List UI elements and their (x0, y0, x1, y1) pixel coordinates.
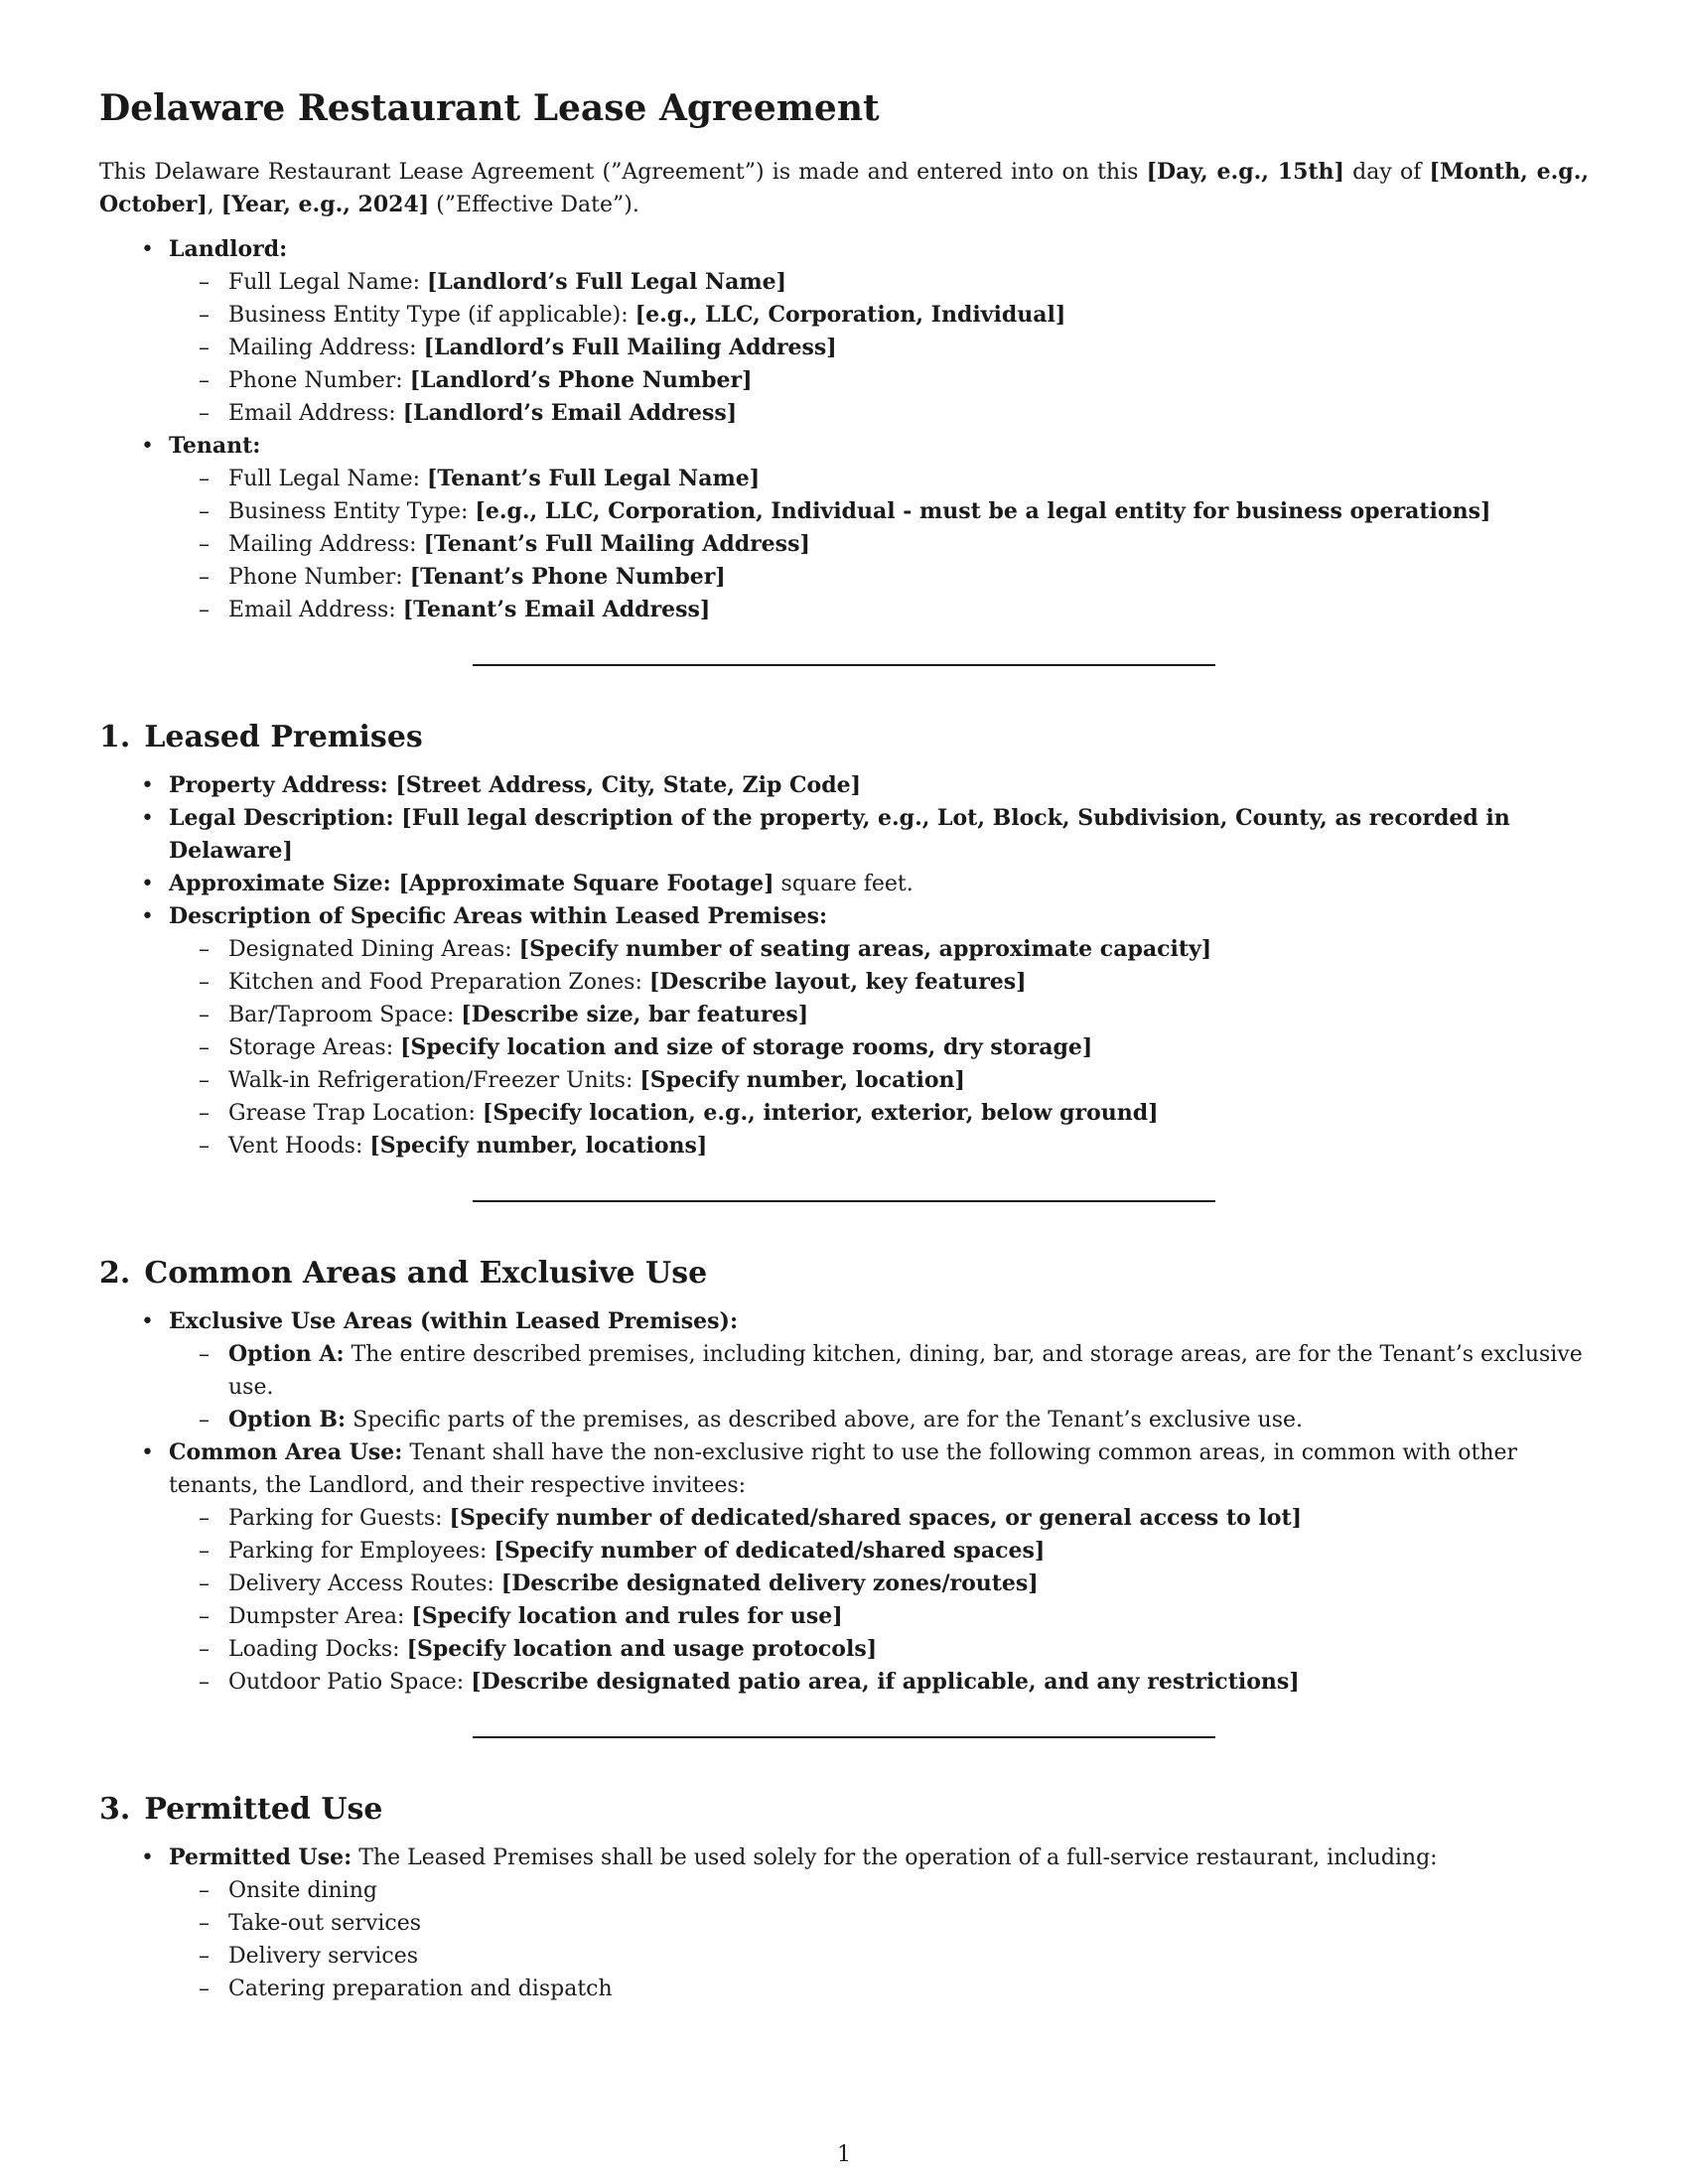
page-number: 1 (837, 2142, 851, 2167)
field-placeholder: [Tenant’s Full Mailing Address] (423, 531, 810, 558)
list-item (169, 999, 1589, 1031)
field-placeholder: [Tenant’s Phone Number] (409, 564, 726, 591)
permitted-use-label: Permitted Use: (169, 1844, 352, 1871)
common-areas-list (99, 1305, 1589, 1699)
landlord-label: Landlord: (169, 236, 288, 263)
field-placeholder: [Describe designated delivery zones/routes] (500, 1570, 1039, 1597)
parties-list (99, 233, 1589, 626)
field-label: Parking for Employees: (228, 1539, 494, 1565)
field-label: Walk-in Refrigeration/Freezer Units: (228, 1068, 640, 1094)
field-label: Kitchen and Food Preparation Zones: (228, 970, 649, 996)
option-label: Option A: (228, 1341, 345, 1368)
list-item (99, 1436, 1589, 1699)
field-label: Outdoor Patio Space: (228, 1670, 472, 1696)
field-label: Bar/Taproom Space: (228, 1003, 462, 1028)
section-heading-permitted-use (99, 1792, 1589, 1828)
document-title: Delaware Restaurant Lease Agreement (99, 87, 880, 129)
list-item (169, 528, 1589, 561)
horizontal-rule (473, 1736, 1215, 1738)
permitted-use-list (99, 1842, 1589, 2005)
section-divider (99, 1699, 1589, 1776)
list-item (169, 1064, 1589, 1097)
field-label: Parking for Guests: (228, 1506, 450, 1532)
field-label: Delivery Access Routes: (228, 1571, 501, 1597)
list-item (169, 966, 1589, 999)
list-item (169, 397, 1589, 430)
tenant-item (99, 430, 1589, 626)
field-label: Storage Areas: (228, 1035, 401, 1061)
section-title: Common Areas and Exclusive Use (144, 1256, 708, 1292)
property-address-label: Property Address: (169, 772, 396, 799)
list-item (169, 594, 1589, 626)
intro-paragraph (99, 156, 1589, 221)
leased-premises-list (99, 769, 1589, 1162)
list-item (169, 933, 1589, 966)
list-item: – Take-out services (169, 1907, 1589, 1940)
tenant-fields (169, 463, 1589, 626)
list-item (169, 495, 1589, 528)
section-heading-common-areas (99, 1256, 1589, 1292)
field-placeholder: [e.g., LLC, Corporation, Individual] (634, 302, 1066, 329)
list-item (99, 1842, 1589, 2005)
horizontal-rule (473, 1200, 1215, 1202)
field-placeholder: [Tenant’s Email Address] (402, 597, 711, 623)
permitted-uses (169, 1874, 1589, 2005)
list-item (169, 1097, 1589, 1130)
list-item (169, 1338, 1589, 1404)
field-label: Designated Dining Areas: (228, 937, 519, 963)
section-heading-leased-premises (99, 720, 1589, 755)
field-label: Email Address: (228, 401, 403, 427)
section-number: 3. (99, 1792, 131, 1828)
field-placeholder: [Specify number of dedicated/shared spaces] (493, 1538, 1046, 1565)
field-placeholder: [Specify number of seating areas, approximate capacity] (518, 936, 1212, 963)
field-placeholder: [Specify location and size of storage rooms, dry storage] (400, 1034, 1093, 1061)
field-label: Business Entity Type: (228, 499, 476, 525)
section-number: 1. (99, 720, 131, 755)
list-item (169, 1633, 1589, 1666)
field-placeholder: [Specify location and usage protocols] (406, 1636, 878, 1663)
field-placeholder: [Specify number, location] (639, 1067, 965, 1094)
list-item: – Delivery services (169, 1940, 1589, 1973)
field-label: Business Entity Type (if applicable): (228, 303, 635, 329)
intro-text: day of (1343, 160, 1430, 186)
list-item (169, 1130, 1589, 1162)
field-label: Email Address: (228, 598, 403, 623)
size-label: Approximate Size: (169, 871, 399, 897)
list-item (169, 1568, 1589, 1600)
list-item (169, 299, 1589, 332)
field-label: Full Legal Name: (228, 270, 428, 296)
landlord-fields (169, 266, 1589, 430)
common-area-items (169, 1502, 1589, 1699)
field-placeholder: [Specify number of dedicated/shared spaces, or general access to lot] (449, 1505, 1303, 1532)
legal-description-label: Legal Description: (169, 805, 402, 832)
field-label: Phone Number: (228, 565, 410, 591)
field-placeholder: [Describe layout, key features] (648, 969, 1027, 996)
field-label: Phone Number: (228, 368, 410, 394)
section-divider (99, 626, 1589, 704)
list-item (169, 1535, 1589, 1568)
horizontal-rule (473, 664, 1215, 666)
list-item (99, 769, 1589, 802)
common-area-label: Common Area Use: (169, 1439, 403, 1466)
field-label: Loading Docks: (228, 1637, 407, 1663)
list-item (169, 364, 1589, 397)
section-title: Permitted Use (144, 1792, 383, 1828)
legal-description-placeholder: [Full legal description of the property, e.g., Lot, Block, Subdivision, County, as recorded in Delaware] (169, 805, 1510, 865)
areas-list (169, 933, 1589, 1162)
list-item (99, 868, 1589, 900)
intro-text: This Delaware Restaurant Lease Agreement (”Agreement”) is made and entered into on this (99, 160, 1147, 186)
field-placeholder: [Landlord’s Email Address] (402, 400, 738, 427)
intro-month-placeholder: [Month, e.g., October] (99, 159, 1590, 218)
list-item (169, 561, 1589, 594)
option-text: Specific parts of the premises, as described above, are for the Tenant’s exclusive use. (346, 1408, 1304, 1433)
exclusive-options (169, 1338, 1589, 1436)
option-text: The entire described premises, including kitchen, dining, bar, and storage areas, are for the Tenant’s exclusive use. (228, 1342, 1583, 1401)
intro-text: , (207, 193, 221, 218)
field-label: Full Legal Name: (228, 467, 428, 492)
field-label: Mailing Address: (228, 532, 424, 558)
exclusive-use-label: Exclusive Use Areas (within Leased Premises): (169, 1308, 739, 1335)
list-item: – Catering preparation and dispatch (169, 1973, 1589, 2005)
list-item (169, 266, 1589, 299)
areas-label: Description of Specific Areas within Leased Premises: (169, 903, 828, 930)
list-item (99, 802, 1589, 868)
field-placeholder: [Describe designated patio area, if applicable, and any restrictions] (471, 1669, 1300, 1696)
list-item: – Onsite dining (169, 1874, 1589, 1907)
field-label: Mailing Address: (228, 336, 424, 361)
list-item (99, 1305, 1589, 1436)
size-placeholder: [Approximate Square Footage] (398, 871, 774, 897)
intro-text: (”Effective Date”). (429, 193, 639, 218)
intro-day-placeholder: [Day, e.g., 15th] (1146, 159, 1344, 186)
permitted-use-text: The Leased Premises shall be used solely for the operation of a full-service restaurant, including: (352, 1845, 1438, 1871)
list-item (169, 1404, 1589, 1436)
section-divider (99, 1162, 1589, 1240)
section-title: Leased Premises (144, 720, 423, 755)
field-placeholder: [Specify number, locations] (369, 1133, 708, 1160)
list-item (169, 1502, 1589, 1535)
field-label: Dumpster Area: (228, 1604, 412, 1630)
field-placeholder: [Specify location and rules for use] (411, 1603, 843, 1630)
landlord-item (99, 233, 1589, 430)
option-label: Option B: (228, 1407, 347, 1433)
field-placeholder: [Landlord’s Phone Number] (409, 367, 753, 394)
list-item (169, 463, 1589, 495)
field-placeholder: [e.g., LLC, Corporation, Individual - must be a legal entity for business operations] (475, 498, 1491, 525)
property-address-placeholder: [Street Address, City, State, Zip Code] (395, 772, 861, 799)
intro-year-placeholder: [Year, e.g., 2024] (220, 192, 430, 218)
field-label: Grease Trap Location: (228, 1101, 483, 1127)
section-number: 2. (99, 1256, 131, 1292)
field-placeholder: [Tenant’s Full Legal Name] (427, 466, 761, 492)
field-label: Vent Hoods: (228, 1134, 370, 1160)
list-item (169, 332, 1589, 364)
list-item (169, 1666, 1589, 1699)
list-item (169, 1031, 1589, 1064)
document-page (99, 87, 1589, 2005)
list-item (99, 900, 1589, 1162)
list-item (169, 1600, 1589, 1633)
field-placeholder: [Specify location, e.g., interior, exterior, below ground] (482, 1100, 1159, 1127)
size-suffix: square feet. (774, 872, 914, 897)
field-placeholder: [Landlord’s Full Legal Name] (427, 269, 787, 296)
field-placeholder: [Landlord’s Full Mailing Address] (423, 335, 837, 361)
common-area-text: Tenant shall have the non-exclusive right to use the following common areas, in common with other tenants, the Landlord, and their respective invitees: (169, 1440, 1518, 1499)
field-placeholder: [Describe size, bar features] (461, 1002, 809, 1028)
tenant-label: Tenant: (169, 433, 261, 460)
